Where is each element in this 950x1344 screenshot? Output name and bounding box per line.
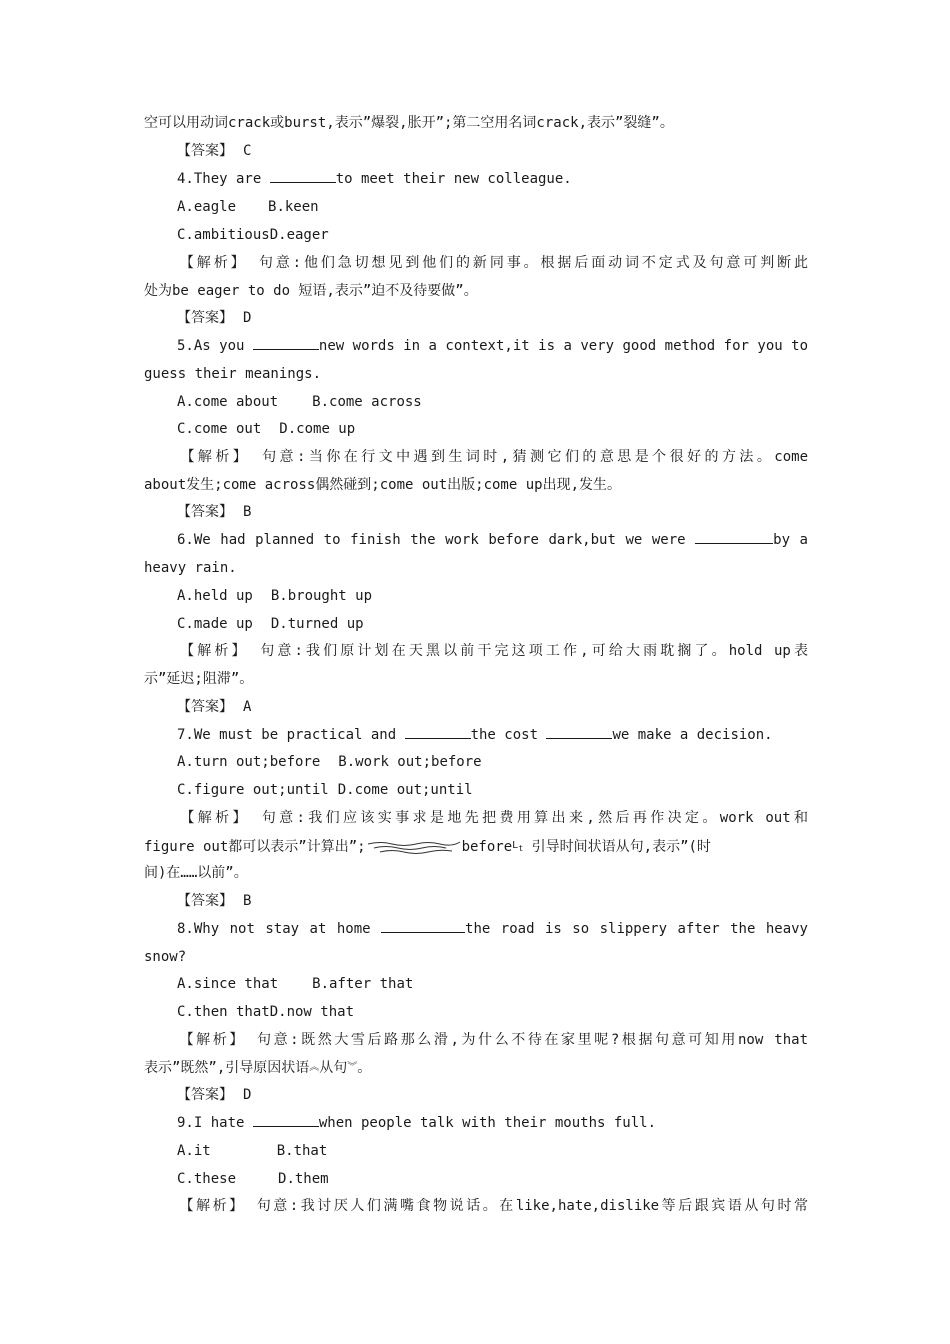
- question-line: heavy rain.: [144, 560, 237, 576]
- down-arc-mark-icon: ︾: [347, 1062, 358, 1073]
- question-options: A.come about B.come across: [177, 394, 422, 410]
- analysis-line: about发生;come across偶然碰到;come out出版;come up出现,发生。: [144, 477, 622, 493]
- question-options: A.held up B.brought up: [177, 588, 373, 604]
- analysis-line: 【解析】 句意:我们应该实事求是地先把费用算出来,然后再作决定。work out和: [177, 810, 808, 826]
- analysis-line: 【解析】 句意:我讨厌人们满嘴食物说话。在like,hate,dislike等后跟宾语从句时常: [177, 1198, 808, 1214]
- question-line: guess their meanings.: [144, 366, 322, 382]
- question-4: 4.They are to meet their new colleague.: [177, 171, 572, 187]
- answer-line: 【答案】 D: [177, 1087, 252, 1103]
- analysis-line: 示”延迟;阻滞”。: [144, 671, 254, 687]
- answer-line: 【答案】 A: [177, 699, 252, 715]
- question-options: C.then thatD.now that: [177, 1004, 355, 1020]
- question-7: 7.We must be practical and the cost we make a decision.: [177, 727, 773, 743]
- answer-blank: [695, 530, 773, 544]
- analysis-line: 【解析】 句意:我们原计划在天黑以前干完这项工作,可给大雨耽搁了。hold up表: [177, 643, 808, 659]
- answer-line: 【答案】 B: [177, 504, 252, 520]
- answer-blank: [546, 725, 612, 739]
- question-options: A.since that B.after that: [177, 976, 414, 992]
- analysis-line: 处为be eager to do 短语,表示”迫不及待要做”。: [144, 283, 478, 299]
- question-options: C.made up D.turned up: [177, 616, 364, 632]
- question-9: 9.I hate when people talk with their mouths full.: [177, 1115, 657, 1131]
- up-arc-mark-icon: ︽: [309, 1062, 320, 1073]
- analysis-line: figure out都可以表示”计算出”; beforeL$_t$ 引导时间状语从句,表示”(时: [144, 836, 808, 858]
- answer-line: 【答案】 C: [177, 143, 252, 159]
- answer-blank: [253, 336, 319, 350]
- question-options: C.these D.them: [177, 1171, 329, 1187]
- question-options: A.it B.that: [177, 1143, 328, 1159]
- analysis-line: 【解析】 句意:既然大雪后路那么滑,为什么不待在家里呢?根据句意可知用now that: [177, 1032, 808, 1048]
- answer-blank: [270, 169, 336, 183]
- caret-mark-icon: $L_t$: [512, 840, 524, 853]
- question-options: A.eagle B.keen: [177, 199, 319, 215]
- answer-line: 【答案】 B: [177, 893, 252, 909]
- question-options: C.figure out;until D.come out;until: [177, 782, 473, 798]
- analysis-line: 表示”既然”,引导原因状语︽从句︾。: [144, 1060, 372, 1076]
- question-options: C.ambitiousD.eager: [177, 227, 329, 243]
- question-6: 6.We had planned to finish the work before dark,but we were by a: [177, 532, 808, 548]
- question-5: 5.As you new words in a context,it is a very good method for you to: [177, 338, 808, 354]
- analysis-line: 【解析】 句意:他们急切想见到他们的新同事。根据后面动词不定式及句意可判断此: [177, 255, 808, 271]
- analysis-line: 【解析】 句意:当你在行文中遇到生词时,猜测它们的意思是个很好的方法。come: [177, 449, 808, 465]
- text-line: 空可以用动词crack或burst,表示”爆裂,胀开”;第二空用名词crack,表示”裂缝”。: [144, 115, 674, 131]
- wavy-mark-icon: [366, 840, 462, 854]
- analysis-line: 间)在……以前”。: [144, 865, 248, 881]
- question-options: A.turn out;before B.work out;before: [177, 754, 482, 770]
- answer-blank: [381, 919, 465, 933]
- answer-line: 【答案】 D: [177, 310, 252, 326]
- question-options: C.come out D.come up: [177, 421, 356, 437]
- question-line: snow?: [144, 949, 187, 965]
- answer-blank: [253, 1113, 319, 1127]
- answer-blank: [405, 725, 471, 739]
- question-8: 8.Why not stay at home the road is so slippery after the heavy: [177, 921, 808, 937]
